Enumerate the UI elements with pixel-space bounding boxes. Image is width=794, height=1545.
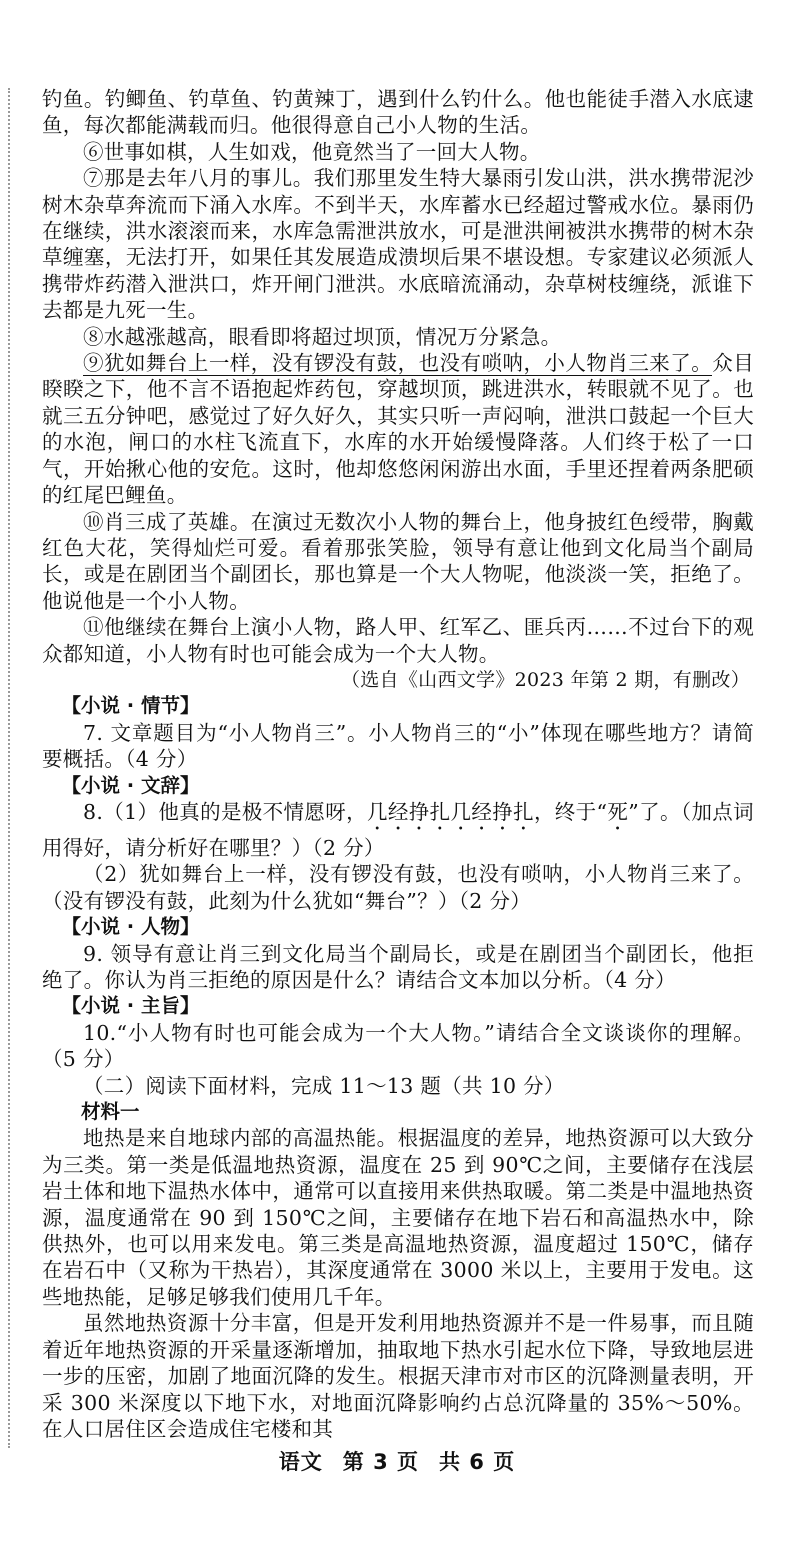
footer-total-pages: 共 6 页 — [439, 1450, 516, 1474]
dotted-words-1: 几经挣扎几经挣扎 — [367, 799, 534, 824]
section-heading-diction: 【小说 · 文辞】 — [61, 773, 200, 797]
question-8-1 — [42, 799, 754, 861]
story-paragraph-10: ⑩肖三成了英雄。在演过无数次小人物的舞台上，他身披红色绶带，胸戴红色大花，笑得灿烂可爱。看着那张笑脸，领导有意让他到文化局当个副局长，或是在剧团当个副团长，那也算是一个大人物呢，他淡淡一笑，拒绝了。他说他是一个小人物。 — [42, 509, 754, 613]
exam-page-content — [42, 86, 754, 1442]
page-footer — [0, 1446, 794, 1476]
question-7: 7. 文章题目为“小人物肖三”。小人物肖三的“小”体现在哪些地方？请简要概括。（4 分） — [42, 720, 754, 772]
section-2-intro: （二）阅读下面材料，完成 11～13 题（共 10 分） — [83, 1073, 565, 1098]
footer-subject: 语文 — [278, 1450, 323, 1474]
binding-margin-line — [8, 88, 10, 1448]
story-paragraph-6: ⑥世事如棋，人生如戏，他竟然当了一回大人物。 — [83, 139, 541, 164]
question-8-2: （2）犹如舞台上一样，没有锣没有鼓，也没有唢呐，小人物肖三来了。（没有锣没有鼓，此刻为什么犹如“舞台”？）（2 分） — [42, 862, 754, 913]
story-paragraph-8: ⑧水越涨越高，眼看即将超过坝顶，情况万分紧急。 — [83, 324, 562, 349]
dotted-words-2: 死 — [607, 799, 629, 824]
section-heading-character: 【小说 · 人物】 — [61, 915, 200, 939]
story-paragraph-7: ⑦那是去年八月的事儿。我们那里发生特大暴雨引发山洪，洪水携带泥沙树木杂草奔流而下涌入水库。不到半天，水库蓄水已经超过警戒水位。暴雨仍在继续，洪水滚滚而来，水库急需泄洪放水，可是泄洪闸被洪水携带的树木杂草缠塞，无法打开，如果任其发展造成溃坝后果不堪设想。专家建议必须派人携带炸药潜入泄洪口，炸开闸门泄洪。水底暗流涌动，杂草树枝缠绕，派谁下去都是九死一生。 — [42, 166, 754, 323]
story-paragraph-11: ⑪他继续在舞台上演小人物，路人甲、红军乙、匪兵丙……不过台下的观众都知道，小人物有时也可能会成为一个大人物。 — [42, 615, 754, 666]
story-paragraph-9 — [42, 350, 754, 508]
story-source: （选自《山西文学》2023 年第 2 期，有删改） — [340, 668, 750, 691]
underlined-sentence: ⑨犹如舞台上一样，没有锣没有鼓，也没有唢呐，小人物肖三来了。 — [83, 351, 713, 376]
section-heading-plot: 【小说 · 情节】 — [61, 694, 200, 718]
material-1-paragraph-1: 地热是来自地球内部的高温热能。根据温度的差异，地热资源可以大致分为三类。第一类是低温地热资源，温度在 25 到 90℃之间，主要储存在浅层岩土体和地下温热水体中，通常可以直接用来供热取暖。第二类是中温地热资源，温度通常在 90 到 150℃之间，主要储存在地下岩石和高温热水中，除供热外，也可以用来发电。第三类是高温地热资源，温度超过 150℃，储存在岩石中（又称为干热岩），其深度通常在 3000 米以上，主要用于发电。这些地热能，足够足够我们使用几千年。 — [42, 1126, 754, 1309]
section-heading-theme: 【小说 · 主旨】 — [61, 994, 200, 1018]
footer-page-number: 第 3 页 — [342, 1450, 419, 1474]
question-8-1-text-c: ”了。（加点词用得好，请分析好在哪里？）（2 分） — [42, 799, 754, 860]
story-paragraph-continued: 钓鱼。钓鲫鱼、钓草鱼、钓黄辣丁，遇到什么钓什么。他也能徒手潜入水底逮鱼，每次都能满载而归。他很得意自己小人物的生活。 — [42, 87, 754, 138]
material-1-paragraph-2: 虽然地热资源十分丰富，但是开发利用地热资源并不是一件易事，而且随着近年地热资源的开采量逐渐增加，抽取地下热水引起水位下降，导致地层进一步的压密，加剧了地面沉降的发生。根据天津市对市区的沉降测量表明，开采 300 米深度以下地下水，对地面沉降影响约占总沉降量的 35%～50%。在人口居住区会造成住宅楼和其 — [42, 1311, 754, 1441]
material-1-title: 材料一 — [81, 1100, 140, 1124]
question-8-1-text-a: 8.（1）他真的是极不情愿呀， — [83, 799, 368, 824]
question-8-1-text-b: ，终于“ — [533, 799, 608, 824]
story-paragraph-9-rest: 众目睽睽之下，他不言不语抱起炸药包，穿越坝顶，跳进洪水，转眼就不见了。也就三五分钟吧，感觉过了好久好久，其实只听一声闷响，泄洪口鼓起一个巨大的水泡，闸口的水柱飞流直下，水库的水开始缓慢降落。人们终于松了一口气，开始揪心他的安危。这时，他却悠悠闲闲游出水面，手里还捏着两条肥硕的红尾巴鲤鱼。 — [42, 351, 754, 508]
question-9: 9. 领导有意让肖三到文化局当个副局长，或是在剧团当个副团长，他拒绝了。你认为肖三拒绝的原因是什么？请结合文本加以分析。（4 分） — [42, 941, 754, 992]
question-10: 10.“小人物有时也可能会成为一个大人物。”请结合全文谈谈你的理解。（5 分） — [42, 1020, 754, 1072]
